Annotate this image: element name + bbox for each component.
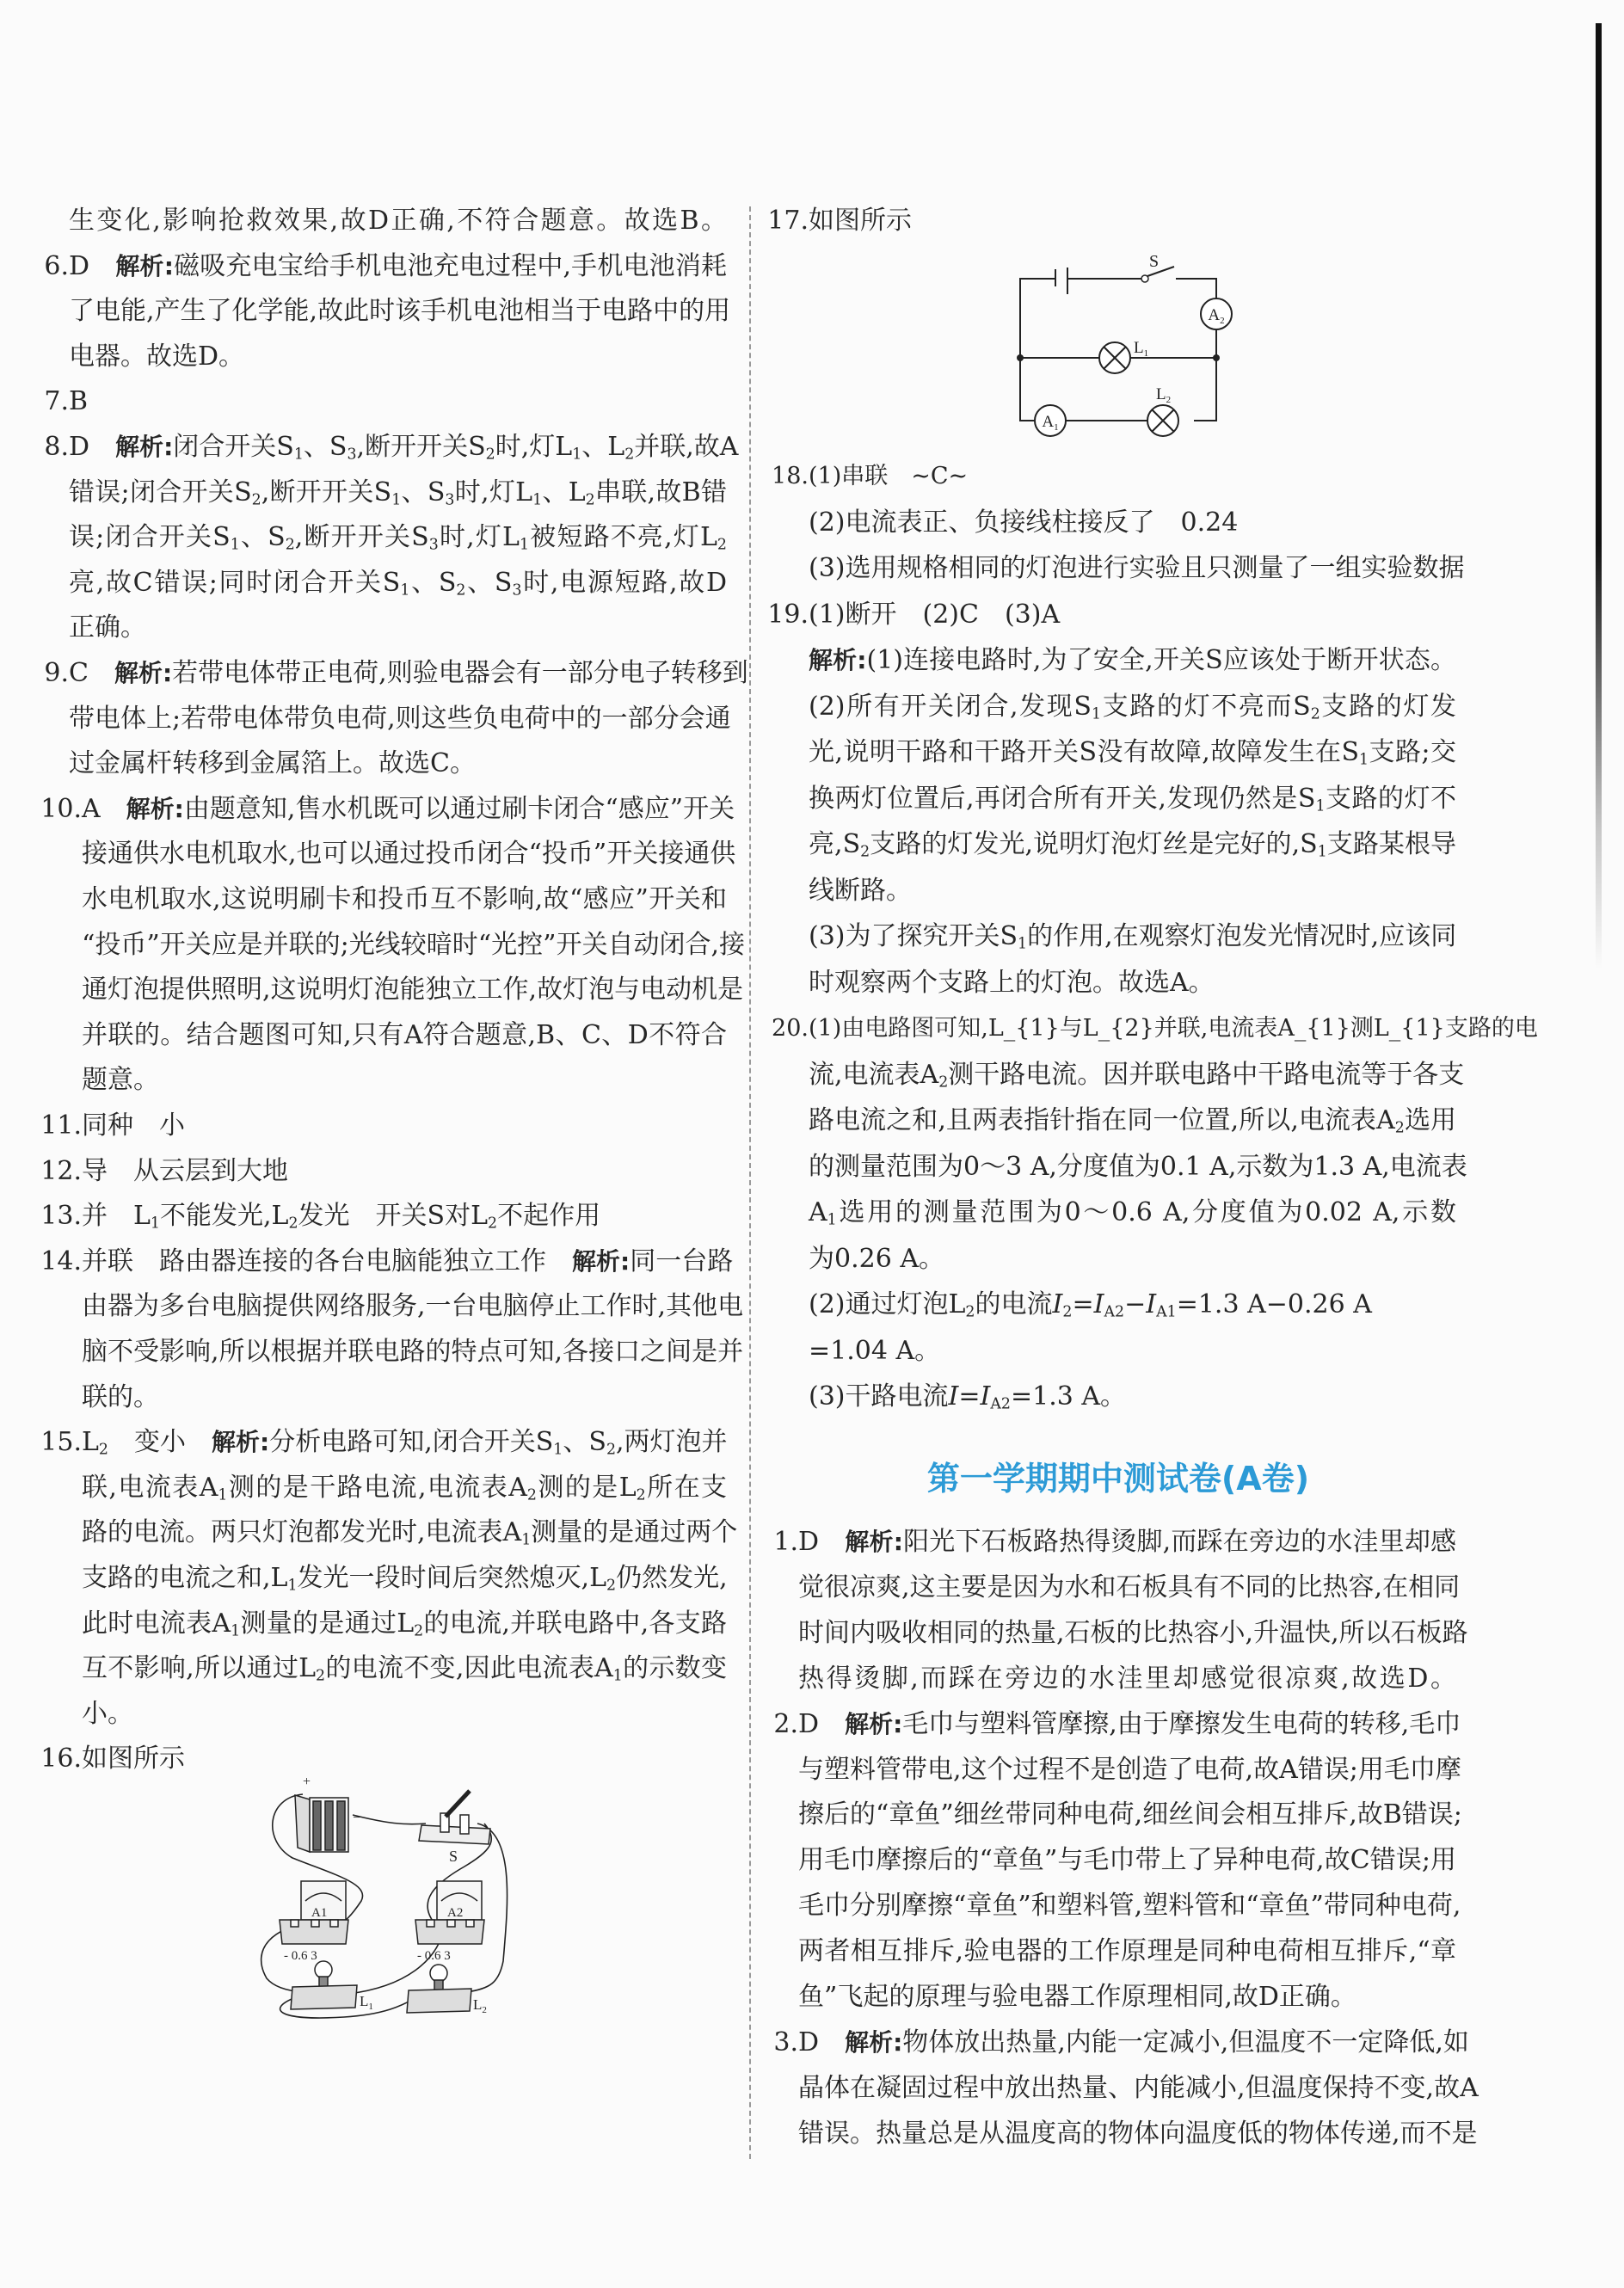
- item-number: 3.: [773, 2027, 798, 2057]
- item-number: 9.: [44, 658, 69, 688]
- line-text: 过金属杆转移到金属箔上。故选C。: [69, 748, 476, 779]
- text-line: [809, 638, 1456, 683]
- item-number: 13.: [40, 1201, 82, 1232]
- text-line: [69, 561, 727, 606]
- line-text: 晶体在凝固过程中放出热量、内能减小,但温度保持不变,故A: [798, 2072, 1479, 2103]
- junction-dot: [1213, 354, 1220, 361]
- line-text: A 解析:由题意知,售水机既可以通过刷卡闭合“感应”开关: [82, 793, 735, 824]
- numbered-answer-line: [40, 1194, 727, 1239]
- text-line: [809, 1375, 1456, 1419]
- numbered-answer-line: [773, 2020, 1469, 2065]
- text-line: [69, 515, 727, 560]
- numbered-answer-line: [40, 1239, 734, 1284]
- text-line: [809, 777, 1456, 821]
- text-line: [798, 1657, 1456, 1701]
- battery-plus-label: +: [303, 1774, 311, 1789]
- line-text: (2)所有开关闭合,发现$S_1$支路的灯不亮而$S_2$支路的灯发: [809, 691, 1456, 723]
- line-text: 电器。故选D。: [69, 341, 245, 372]
- bulb-2-label: $L_2$: [473, 1996, 487, 2015]
- text-line: [82, 923, 745, 968]
- numbered-answer-line: [40, 1420, 728, 1465]
- battery-minus-label: −: [353, 1811, 361, 1825]
- line-text: 两者相互排斥,验电器的工作原理是同种电荷相互排斥,“章: [798, 1936, 1456, 1967]
- item-number: 1.: [773, 1527, 798, 1557]
- wire: [353, 1815, 426, 1824]
- item-number: 2.: [773, 1708, 798, 1739]
- numbered-answer-line: [44, 425, 739, 470]
- text-line: [82, 1466, 727, 1510]
- text-line: [82, 1556, 727, 1601]
- text-line: [809, 1145, 1467, 1190]
- text-line: [809, 685, 1456, 729]
- line-text: 支路的电流之和$,L_1$发光一段时间后突然熄灭$,L_2$仍然发光,: [82, 1563, 728, 1595]
- page-edge-shadow: [1596, 23, 1602, 969]
- text-line: [82, 1284, 744, 1329]
- text-line: [798, 1565, 1461, 1610]
- numbered-answer-line: [40, 1149, 727, 1194]
- text-line: [82, 1013, 727, 1058]
- text-line: [809, 869, 1456, 913]
- line-text: D 解析:毛巾与塑料管摩擦,由于摩擦发生电荷的转移,毛巾: [798, 1708, 1461, 1739]
- item-number: 16.: [40, 1744, 82, 1774]
- line-text: 光,说明干路和干路开关S没有故障,故障发生在$S_1$支路;交: [809, 737, 1456, 769]
- line-text: (1)断开 (2)C (3)A: [809, 599, 1061, 630]
- line-text: B: [69, 386, 89, 417]
- line-text: 并 $L_1$不能发光$,L_2$发光 开关S对$L_2$不起作用: [82, 1201, 601, 1233]
- text-line: [798, 1975, 1456, 2020]
- line-text: 脑不受影响,所以根据并联电路的特点可知,各接口之间是并: [82, 1337, 744, 1367]
- line-text: C 解析:若带电体带正电荷,则验电器会有一部分电子转移到: [69, 658, 748, 688]
- section-title: 第一学期期中测试卷(A卷): [926, 1460, 1310, 1498]
- line-text: 擦后的“章鱼”细丝带同种电荷,细丝间会相互排斥,故B错误;: [798, 1799, 1462, 1830]
- text-line: [809, 914, 1456, 959]
- line-text: 亮,故C错误;同时闭合开关$S_1$、$S_2$、$S_3$时,电源短路,故D: [69, 567, 727, 600]
- line-text: D 解析:闭合开关$S_1$、$S_3$,断开开关$S_2$时,灯$L_1$、$L_2$并联,故A: [69, 432, 739, 464]
- switch-label: S: [1149, 252, 1160, 271]
- svg-text:A2: $A_2$: [1208, 306, 1225, 326]
- ammeter-1-scale: - 0.6 3: [284, 1949, 317, 1963]
- text-line: [809, 1190, 1456, 1235]
- line-text: (1)由电路图可知,L_{1}与L_{2}并联,电流表A_{1}测L_{1}支路的电: [809, 1015, 1538, 1042]
- text-line: [798, 1884, 1461, 1928]
- text-line: [69, 199, 727, 243]
- battery-icon: [295, 1795, 348, 1852]
- text-line: [798, 1929, 1456, 1974]
- line-text: 联,电流表$A_1$测的是干路电流,电流表$A_2$测的是$L_2$所在支: [82, 1472, 728, 1504]
- line-text: 觉很凉爽,这主要是因为水和石板具有不同的比热容,在相同: [798, 1571, 1461, 1602]
- line-text: 如图所示: [82, 1744, 185, 1774]
- ammeter-2-scale: - 0.6 3: [417, 1949, 451, 1963]
- lamp-l1-icon: [1099, 342, 1130, 373]
- line-text: 带电体上;若带电体带负电荷,则这些负电荷中的一部分会通: [69, 703, 731, 734]
- bulb-icon: [407, 1965, 471, 2013]
- line-text: (1)串联 ~C~: [809, 463, 969, 489]
- bulb-1-label: $L_1$: [360, 1993, 373, 2012]
- line-text: 了电能,产生了化学能,故此时该手机电池相当于电路中的用: [69, 296, 731, 327]
- line-text: D 解析:阳光下石板路热得烫脚,而踩在旁边的水洼里却感: [798, 1527, 1456, 1557]
- text-line: [82, 1510, 738, 1555]
- text-line: [82, 1330, 744, 1375]
- text-line: [82, 877, 727, 922]
- text-line: [69, 335, 727, 379]
- item-number: 10.: [40, 793, 82, 824]
- ammeter-2-label: A2: [447, 1906, 464, 1920]
- text-line: [798, 1611, 1468, 1656]
- numbered-answer-line: [44, 379, 727, 424]
- item-number: 6.: [44, 250, 69, 281]
- line-text: 接通供水电机取水,也可以通过投币闭合“投币”开关接通供: [82, 839, 736, 870]
- line-text: 并联 路由器连接的各台电脑能独立工作 解析:同一台路: [82, 1245, 734, 1276]
- line-text: (3)选用规格相同的灯泡进行实验且只测量了一组实验数据: [809, 553, 1465, 583]
- line-text: 用毛巾摩擦后的“章鱼”与毛巾带上了异种电荷,故C错误;用: [798, 1845, 1456, 1876]
- text-line: [69, 697, 731, 741]
- text-line: [798, 1838, 1456, 1883]
- figure-17-circuit-diagram: [989, 241, 1247, 464]
- line-text: (2)通过灯泡$L_2$的电流$I_2=I_{A2}-I_{A1}=1.3$ A−0.26 A: [809, 1289, 1372, 1321]
- text-line: [82, 1692, 727, 1737]
- line-text: 导 从云层到大地: [82, 1155, 288, 1186]
- item-number: 14.: [40, 1245, 82, 1276]
- text-line: [82, 1375, 727, 1420]
- line-text: 小。: [82, 1698, 133, 1729]
- item-number: 12.: [40, 1155, 82, 1186]
- wire: [1176, 279, 1216, 298]
- line-text: D 解析:磁吸充电宝给手机电池充电过程中,手机电池消耗: [69, 250, 727, 281]
- line-text: 生变化,影响抢救效果,故D正确,不符合题意。故选B。: [69, 206, 727, 236]
- line-text: $A_1$选用的测量范围为0～0.6 A,分度值为0.02 A,示数: [809, 1197, 1456, 1229]
- text-line: [69, 741, 727, 786]
- line-text: =1.04 A。: [809, 1335, 941, 1366]
- line-text: 并联的。结合题图可知,只有A符合题意,B、C、D不符合: [82, 1019, 727, 1050]
- text-line: [809, 1098, 1456, 1143]
- item-number: 19.: [767, 599, 809, 630]
- text-line: [809, 546, 1465, 591]
- line-text: 互不影响,所以通过$L_2$的电流不变,因此电流表$A_1$的示数变: [82, 1653, 728, 1685]
- item-number: 7.: [44, 386, 69, 417]
- line-text: 错误。热量总是从温度高的物体向温度低的物体传递,而不是: [798, 2118, 1478, 2149]
- text-line: [798, 1748, 1461, 1793]
- junction-dot: [1017, 354, 1024, 361]
- line-text: 误;闭合开关$S_1$、$S_2$,断开开关$S_3$时,灯$L_1$被短路不亮,灯$L_2$: [69, 522, 727, 554]
- numbered-answer-line: [44, 651, 748, 696]
- lamp-l2-label: $L_2$: [1156, 385, 1172, 405]
- line-text: (3)干路电流$I=I_{A2}=1.3$ A。: [809, 1381, 1127, 1413]
- text-line: [809, 501, 1456, 545]
- line-text: $L_2$ 变小 解析:分析电路可知,闭合开关$S_1$、$S_2$,两灯泡并: [82, 1427, 728, 1459]
- line-text: 换两灯位置后,再闭合所有开关,发现仍然是$S_1$支路的灯不: [809, 783, 1457, 815]
- line-text: 同种 小: [82, 1110, 185, 1141]
- line-text: 此时电流表$A_1$测量的是通过$L_2$的电流,并联电路中,各支路: [82, 1608, 728, 1639]
- lamp-l2-icon: [1147, 405, 1178, 436]
- switch-label: S: [449, 1848, 458, 1865]
- line-text: 与塑料管带电,这个过程不是创造了电荷,故A错误;用毛巾摩: [798, 1754, 1461, 1785]
- numbered-answer-line: [767, 199, 1456, 243]
- line-text: 错误;闭合开关$S_2$,断开开关$S_1$、$S_3$时,灯$L_1$、$L_2$串联,故B错: [69, 477, 727, 508]
- ammeter-a1-icon: [1035, 405, 1066, 436]
- text-line: [82, 1058, 727, 1103]
- line-text: 联的。: [82, 1381, 159, 1412]
- line-text: 线断路。: [809, 875, 912, 906]
- numbered-answer-line: [40, 1104, 727, 1148]
- line-text: 路的电流。两只灯泡都发光时,电流表$A_1$测量的是通过两个: [82, 1517, 738, 1549]
- line-text: 时间内吸收相同的热量,石板的比热容小,升温快,所以石板路: [798, 1617, 1468, 1648]
- line-text: 解析:(1)连接电路时,为了安全,开关S应该处于断开状态。: [809, 645, 1456, 675]
- line-text: 路电流之和,且两表指针指在同一位置,所以,电流表$A_2$选用: [809, 1105, 1457, 1137]
- bulb-icon: [291, 1961, 357, 2009]
- line-text: 由器为多台电脑提供网络服务,一台电脑停止工作时,其他电: [82, 1291, 744, 1322]
- numbered-answer-line: [773, 1520, 1456, 1565]
- numbered-answer-line: [767, 593, 1456, 637]
- line-text: D 解析:物体放出热量,内能一定减小,但温度不一定降低,如: [798, 2027, 1469, 2057]
- line-text: 为0.26 A。: [809, 1243, 944, 1274]
- item-number: 15.: [40, 1427, 82, 1458]
- item-number: 8.: [44, 432, 69, 462]
- knife-switch-icon: [419, 1791, 490, 1844]
- line-text: “投币”开关应是并联的;光线较暗时“光控”开关自动闭合,接: [82, 929, 745, 960]
- figure-16-apparatus: [241, 1772, 551, 2047]
- line-text: 的测量范围为0～3 A,分度值为0.1 A,示数为1.3 A,电流表: [809, 1151, 1467, 1182]
- text-line: [82, 1646, 727, 1691]
- text-line: [798, 2066, 1479, 2111]
- text-line: [809, 961, 1456, 1006]
- item-number: 20.: [772, 1015, 809, 1042]
- column-divider: [749, 206, 751, 2159]
- text-line: [809, 1282, 1456, 1327]
- line-text: 热得烫脚,而踩在旁边的水洼里却感觉很凉爽,故选D。: [798, 1663, 1456, 1694]
- line-text: 亮$,S_2$支路的灯发光,说明灯泡灯丝是完好的$,S_1$支路某根导: [809, 829, 1456, 861]
- svg-text:A1: $A_1$: [1042, 413, 1059, 433]
- text-line: [809, 822, 1456, 867]
- line-text: (2)电流表正、负接线柱接反了 0.24: [809, 507, 1239, 538]
- line-text: (3)为了探究开关$S_1$的作用,在观察灯泡发光情况时,应该同: [809, 921, 1457, 953]
- line-text: 水电机取水,这说明刷卡和投币互不影响,故“感应”开关和: [82, 884, 727, 914]
- numbered-answer-line: [44, 244, 727, 289]
- numbered-answer-line: [772, 1006, 1538, 1051]
- text-line: [69, 471, 727, 515]
- text-line: [809, 1053, 1465, 1098]
- text-line: [809, 1237, 1456, 1282]
- item-number: 11.: [40, 1110, 82, 1141]
- ammeter-1-label: A1: [311, 1906, 328, 1920]
- text-line: [798, 2112, 1478, 2156]
- line-text: 流,电流表$A_2$测干路电流。因并联电路中干路电流等于各支: [809, 1059, 1465, 1091]
- line-text: 通灯泡提供照明,这说明灯泡能独立工作,故灯泡与电动机是: [82, 975, 744, 1006]
- lamp-l1-label: $L_1$: [1134, 339, 1149, 359]
- line-text: 时观察两个支路上的灯泡。故选A。: [809, 967, 1215, 998]
- text-line: [82, 1602, 727, 1646]
- text-line: [82, 968, 744, 1012]
- line-text: 题意。: [82, 1065, 159, 1096]
- item-number: 17.: [767, 206, 809, 236]
- ammeter-a2-icon: [1201, 298, 1232, 329]
- line-text: 如图所示: [809, 206, 912, 236]
- text-line: [69, 606, 727, 650]
- text-line: [798, 1793, 1462, 1837]
- line-text: 鱼”飞起的原理与验电器工作原理相同,故D正确。: [798, 1982, 1356, 2012]
- switch-pivot: [1141, 275, 1148, 282]
- line-text: 正确。: [69, 612, 146, 643]
- text-line: [69, 289, 731, 334]
- line-text: 毛巾分别摩擦“章鱼”和塑料管,塑料管和“章鱼”带同种电荷,: [798, 1891, 1461, 1922]
- text-line: [82, 832, 736, 876]
- text-line: [809, 730, 1456, 775]
- wire: [1194, 329, 1216, 421]
- numbered-answer-line: [40, 787, 735, 832]
- item-number: 18.: [772, 463, 809, 489]
- text-line: [809, 1329, 1456, 1374]
- wire: [1020, 279, 1055, 421]
- numbered-answer-line: [773, 1702, 1461, 1747]
